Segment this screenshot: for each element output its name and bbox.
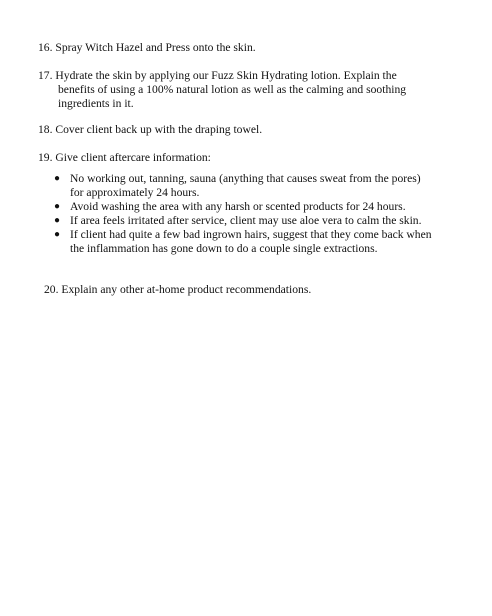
step-number: 20. (44, 283, 59, 296)
step-20 (44, 283, 311, 297)
aftercare-item (52, 214, 437, 228)
step-number: 17. (38, 69, 53, 82)
bullet-icon: ● (54, 173, 61, 184)
step-number: 16. (38, 41, 53, 54)
aftercare-text: Avoid washing the area with any harsh or scented products for 24 hours. (70, 200, 406, 213)
aftercare-item (52, 200, 437, 214)
aftercare-text: If area feels irritated after service, client may use aloe vera to calm the skin. (70, 214, 422, 227)
step-text: Cover client back up with the draping towel. (55, 123, 263, 136)
step-text: Hydrate the skin by applying our Fuzz Skin Hydrating lotion. Explain the (55, 69, 397, 82)
aftercare-text: If client had quite a few bad ingrown hairs, suggest that they come back when the inflammation has gone down to do a couple single extractions. (70, 228, 432, 255)
step-text: Spray Witch Hazel and Press onto the skin. (55, 41, 256, 54)
bullet-icon: ● (54, 229, 61, 240)
aftercare-list (52, 172, 437, 256)
aftercare-item (52, 228, 437, 256)
aftercare-text: No working out, tanning, sauna (anything that causes sweat from the pores) for approximately 24 hours. (70, 172, 421, 199)
step-text: Explain any other at-home product recommendations. (61, 283, 312, 296)
step-19 (38, 151, 211, 165)
step-16 (38, 41, 256, 55)
step-number: 19. (38, 151, 53, 164)
step-number: 18. (38, 123, 53, 136)
bullet-icon: ● (54, 215, 61, 226)
bullet-icon: ● (54, 201, 61, 212)
step-text: Give client aftercare information: (55, 151, 211, 164)
step-17 (38, 69, 438, 111)
step-text-continuation: benefits of using a 100% natural lotion as well as the calming and soothing ingredients in it. (58, 83, 407, 110)
aftercare-item (52, 172, 437, 200)
step-18 (38, 123, 262, 137)
